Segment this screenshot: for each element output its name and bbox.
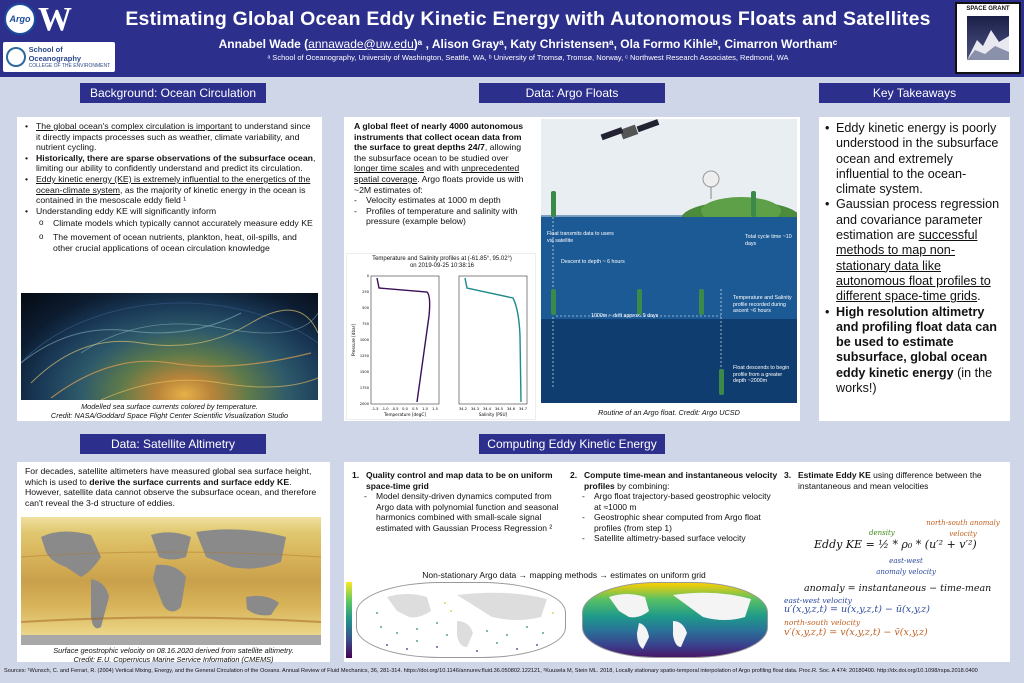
argo-p-1: , allowing the subsurface ocean to be studied over bbox=[354, 142, 522, 163]
bg-point-4: Understanding eddy KE will significantly inform bbox=[36, 205, 217, 216]
globe-caption-line2: Credit: NASA/Goddard Space Flight Center Scientific Visualization Studio bbox=[50, 411, 289, 420]
satellite-caption bbox=[17, 646, 330, 664]
step-1 bbox=[352, 470, 562, 533]
step-2-item-2: Geostrophic shear computed from Argo float profiles (from step 1) bbox=[594, 512, 761, 533]
section-heading-background: Background: Ocean Circulation bbox=[80, 83, 266, 103]
step-1-title-text: Quality control and map data to be on uniform space-time grid bbox=[366, 470, 553, 491]
argo-diagram-caption: Routine of an Argo float. Credit: Argo UCSD bbox=[598, 408, 740, 417]
bg-subpoint-2: The movement of ocean nutrients, plankton, heat, oil-spills, and other crucial applications of ocean circulation knowledge bbox=[53, 231, 297, 253]
sat-p-emph: derive the surface currents and surface eddy KE bbox=[89, 476, 290, 487]
computing-panel bbox=[344, 462, 1010, 662]
globe-caption-line1: Modelled sea surface currents colored by temperature. bbox=[81, 402, 258, 411]
step-3-title-text: Estimate Eddy KE bbox=[798, 470, 871, 480]
eq-ew-velocity-label: east-west velocity bbox=[784, 596, 852, 605]
section-heading-argo: Data: Argo Floats bbox=[479, 83, 665, 103]
pressure-y-tick: 1500 bbox=[359, 370, 369, 375]
argo-description bbox=[354, 121, 534, 227]
surface-velocity-world-map bbox=[21, 517, 321, 645]
step-2-title-rest: by combining: bbox=[614, 480, 670, 491]
sat-caption-line2: Credit: E.U. Copernicus Marine Service Information (CMEMS) bbox=[73, 655, 274, 664]
temperature-x-tick: 1.5 bbox=[432, 407, 438, 411]
step-3-number: 3. bbox=[784, 470, 792, 480]
soo-logo-line2: COLLEGE OF THE ENVIRONMENT bbox=[28, 62, 111, 69]
salinity-x-tick: 34.4 bbox=[482, 407, 492, 411]
bg-point-3: , as the majority of kinetic energy in the ocean is contained in the mesoscale eddy field ¹ bbox=[36, 184, 306, 206]
salinity-plot-frame bbox=[459, 276, 527, 404]
ocean-currents-globe-image bbox=[21, 293, 318, 400]
ts-profile-chart bbox=[346, 253, 536, 420]
list-item bbox=[825, 305, 1004, 397]
space-grant-logo bbox=[955, 2, 1021, 74]
salinity-x-tick: 34.5 bbox=[494, 407, 504, 411]
argo-p-u1: longer time scales bbox=[354, 163, 425, 174]
anomaly-equation: anomaly = instantaneous − time-mean bbox=[804, 583, 992, 594]
salinity-x-tick: 34.7 bbox=[518, 407, 528, 411]
pressure-y-tick: 1750 bbox=[359, 386, 369, 391]
eq-ns-velocity-label: north-south velocity bbox=[784, 618, 861, 627]
pressure-y-tick: 750 bbox=[362, 322, 369, 327]
list-item bbox=[364, 491, 562, 533]
eq-ns-anomaly-label: north-south anomaly velocity bbox=[926, 519, 1000, 538]
step-3-title-rest: using difference between the instantaneous and mean velocities bbox=[798, 470, 982, 491]
salinity-x-label: Salinity [PSU] bbox=[478, 412, 508, 417]
salinity-x-tick: 34.3 bbox=[470, 407, 480, 411]
temperature-x-tick: -0.5 bbox=[391, 407, 399, 411]
argo-p-emph: A global fleet of nearly 4000 autonomous instruments that collect ocean data from the surface to great depths 24/7 bbox=[354, 121, 524, 153]
list-item bbox=[582, 533, 778, 544]
poster-header bbox=[0, 0, 1024, 77]
pressure-y-tick: 1250 bbox=[359, 354, 369, 359]
list-item bbox=[354, 206, 534, 227]
temperature-x-tick: 1.0 bbox=[422, 407, 428, 411]
temperature-x-tick: -1.0 bbox=[381, 407, 389, 411]
step-2 bbox=[570, 470, 778, 544]
sg-logo-bottom: N A S A bbox=[977, 64, 999, 70]
mountain-image-icon bbox=[967, 16, 1009, 60]
u-anomaly-equation: u′(x,y,z,t) = u(x,y,z,t) − ū(x,y,z) bbox=[784, 604, 930, 615]
sources-footer: Sources: ¹Wunsch, C. and Ferrari, R. (2004) Vertical Mixing, Energy, and the General Circulation of the Oceans. Annual Review of Fluid Mechanics, 36, 281-314. https://doi.org/10.1146/annurev.fluid.36.050802.122121, ²Kuusela M, Stein ML. 2018, Locally stationary spatio-temporal interpolation of Argo profiling float data. Proc.R. Soc. A 474: 20180400. http://dx.doi.org/10.1098/rspa.2018.0400 bbox=[4, 668, 978, 674]
diagram-label-descend: Float descends to begin profile from a greater depth ~2000m bbox=[733, 365, 790, 384]
argo-data-scatter-map bbox=[356, 582, 566, 658]
list-item bbox=[354, 195, 534, 206]
colorbar bbox=[346, 582, 352, 658]
argo-p-2: and with bbox=[424, 163, 462, 174]
bg-point-1: to understand since it directly impacts processes such as weather, climate variability, and nutrient cycling. bbox=[36, 121, 311, 153]
author-others: )ᵃ , Alison Grayᵃ, Katy Christensenᵃ, Ola Formo Kihleᵇ, Cimarron Worthamᶜ bbox=[413, 37, 838, 51]
sg-logo-left: WASHINGTON bbox=[957, 21, 963, 57]
takeaway-3-emph: High resolution altimetry and profiling float data can be used to estimate subsurface, global ocean eddy kinetic energy bbox=[836, 304, 997, 380]
diagram-label-cycle: Total cycle time ~10 days bbox=[745, 234, 792, 247]
step-2-item-3: Satellite altimetry-based surface velocity bbox=[594, 533, 746, 543]
argo-p-u2: unprecedented spatial coverage bbox=[354, 163, 520, 184]
poster-title: Estimating Global Ocean Eddy Kinetic Energy with Autonomous Floats and Satellites bbox=[125, 8, 931, 30]
affiliations: ᵃ School of Oceanography, University of Washington, Seattle, WA, ᵇ University of Tromsø, Tromsø, Norway, ᶜ Northwest Research Associates, Redmond, WA bbox=[267, 53, 789, 62]
list-item bbox=[25, 153, 316, 174]
sg-logo-right: CONSORTIUM bbox=[1013, 21, 1019, 57]
takeaway-3: (in the works!) bbox=[836, 365, 993, 396]
pressure-y-tick: 1000 bbox=[359, 338, 369, 343]
diagram-label-drift: 1000m ~ drift approx. 9 days bbox=[591, 313, 659, 319]
temperature-x-tick: 0.0 bbox=[402, 407, 408, 411]
bg-point-2-emph: Historically, there are sparse observations of the subsurface ocean bbox=[36, 152, 313, 163]
salinity-x-tick: 34.6 bbox=[506, 407, 516, 411]
pressure-y-tick: 0 bbox=[366, 274, 369, 279]
list-item bbox=[25, 121, 316, 153]
list-item bbox=[582, 491, 778, 512]
diagram-label-ascent: Temperature and Salinity profile recorded during ascent ~6 hours bbox=[733, 295, 792, 314]
argo-item-2: Profiles of temperature and salinity with pressure (example below) bbox=[366, 205, 518, 227]
argo-logo bbox=[4, 3, 36, 35]
temperature-x-label: Temperature [degC] bbox=[384, 412, 426, 417]
uw-logo: W bbox=[38, 1, 72, 38]
bg-point-2: , limiting our ability to confidently understand and predict its circulation. bbox=[36, 152, 316, 174]
argo-float-diagram bbox=[541, 119, 797, 403]
pressure-y-label: Pressure [dbar] bbox=[351, 323, 356, 357]
sat-p-1: For decades, satellite altimeters have measured global sea surface height, which is used to bbox=[25, 466, 312, 487]
bg-point-3-emph: Eddy kinetic energy (KE) is extremely influential to the energetics of the ocean-climate system bbox=[36, 173, 311, 195]
section-heading-takeaways: Key Takeaways bbox=[819, 83, 1010, 103]
school-of-oceanography-logo bbox=[3, 42, 115, 72]
argo-paragraph bbox=[354, 121, 534, 195]
sg-logo-top: SPACE GRANT bbox=[966, 6, 1010, 12]
eq-ew-anomaly-label: east-west anomaly velocity bbox=[876, 557, 936, 576]
list-item bbox=[825, 197, 1004, 304]
ts-profile-svg bbox=[347, 254, 537, 421]
mapping-flow-caption: Non-stationary Argo data → mapping methods → estimates on uniform grid bbox=[422, 570, 706, 580]
eke-equation: Eddy KE = ½ * ρ₀ * (u′² + v′²) bbox=[814, 538, 977, 551]
takeaway-2-a: Gaussian process regression and covariance parameter estimation are bbox=[836, 197, 1000, 243]
step-2-title bbox=[570, 470, 778, 491]
temperature-x-tick: 0.5 bbox=[412, 407, 418, 411]
list-item bbox=[825, 121, 1004, 197]
list-item bbox=[582, 512, 778, 533]
diagram-label-transmit: Float transmits data to users via satellite bbox=[547, 231, 614, 244]
list-item bbox=[25, 206, 316, 217]
soo-logo-icon bbox=[6, 47, 26, 67]
salinity-x-tick: 34.2 bbox=[458, 407, 468, 411]
list-item bbox=[25, 174, 316, 206]
pressure-y-tick: 2000 bbox=[359, 402, 369, 407]
argo-logo-text: Argo bbox=[9, 14, 31, 24]
list-item bbox=[39, 218, 316, 229]
sat-p-2: . However, satellite data cannot observe the subsurface ocean, and therefore can't reveal the 3-d structure of eddies. bbox=[25, 476, 317, 508]
step-2-item-1: Argo float trajectory-based geostrophic velocity at ≈1000 m bbox=[594, 491, 771, 512]
temperature-x-tick: -1.5 bbox=[371, 407, 379, 411]
argo-p-3: . Argo floats provide us with ~2M estimates of: bbox=[354, 173, 524, 195]
uniform-grid-estimate-map bbox=[582, 582, 768, 658]
author-email-link[interactable]: annawade@uw.edu bbox=[308, 37, 414, 51]
section-heading-satellite: Data: Satellite Altimetry bbox=[80, 434, 266, 454]
step-3-title bbox=[784, 470, 1004, 491]
satellite-paragraph bbox=[25, 466, 324, 508]
author-lead: Annabel Wade ( bbox=[218, 37, 309, 51]
author-list bbox=[118, 37, 938, 51]
sat-caption-line1: Surface geostrophic velocity on 08.16.2020 derived from satellite altimetry. bbox=[53, 646, 294, 655]
pressure-y-tick: 250 bbox=[362, 290, 369, 295]
step-3 bbox=[784, 470, 1004, 491]
bg-subpoint-1: Climate models which typically cannot accurately measure eddy KE bbox=[53, 218, 313, 229]
eq-density-label: density bbox=[869, 529, 895, 537]
takeaways-panel bbox=[819, 117, 1010, 421]
diagram-label-descent: Descent to depth ~ 6 hours bbox=[561, 259, 625, 265]
step-1-item-1: Model density-driven dynamics computed from Argo data with polynomial function and seasonal harmonics combined with small-scale signal estimated with Gaussian Process Regression ² bbox=[376, 491, 559, 533]
takeaway-1: Eddy kinetic energy is poorly understood in the subsurface ocean and extremely influential to the ocean-climate system. bbox=[836, 121, 999, 197]
pressure-y-tick: 500 bbox=[362, 306, 369, 311]
takeaway-2-b: . bbox=[977, 289, 981, 304]
section-heading-computing: Computing Eddy Kinetic Energy bbox=[479, 434, 665, 454]
step-2-number: 2. bbox=[570, 470, 578, 480]
list-item bbox=[39, 232, 316, 253]
step-2-title-text: Compute time-mean and instantaneous velocity profiles bbox=[584, 470, 778, 491]
globe-caption bbox=[17, 402, 322, 420]
v-anomaly-equation: v′(x,y,z,t) = v(x,y,z,t) − v̄(x,y,z) bbox=[784, 627, 928, 638]
step-1-number: 1. bbox=[352, 470, 360, 480]
bg-point-1-emph: The global ocean's complex circulation is important bbox=[36, 121, 233, 131]
ts-title-line2: on 2019-09-25 10:38:16 bbox=[409, 263, 475, 269]
ts-title-line1: Temperature and Salinity profiles at (-61.85°, 95.02°) bbox=[372, 256, 512, 262]
takeaway-2-emph: successful methods to map non-stationary data like autonomous float profiles to different space-time grids bbox=[836, 228, 991, 304]
soo-logo-line1: School of Oceanography bbox=[28, 44, 82, 63]
step-1-title bbox=[352, 470, 562, 491]
argo-item-1: Velocity estimates at 1000 m depth bbox=[366, 195, 501, 206]
